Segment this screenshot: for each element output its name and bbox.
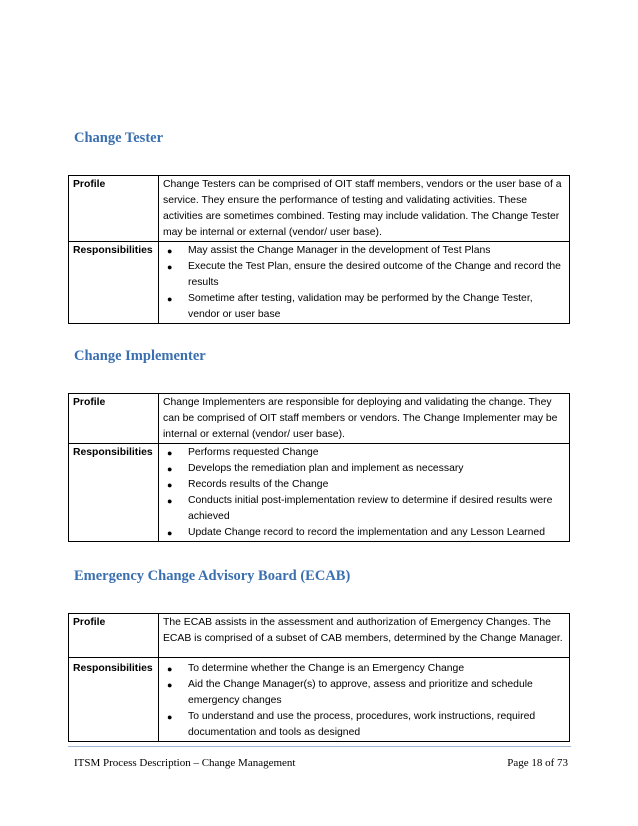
list-item: ● Execute the Test Plan, ensure the desired outcome of the Change and record the results	[167, 261, 561, 288]
bullet-icon: ●	[167, 664, 173, 674]
profile-label: Profile	[69, 176, 159, 242]
bullet-icon: ●	[167, 448, 173, 458]
bullet-icon: ●	[167, 294, 173, 304]
profile-text: Change Implementers are responsible for deploying and validating the change. They can be comprised of OIT staff members or vendors. The Change Implementer may be internal or external (vendor/ user base).	[159, 394, 570, 444]
list-item: ● To understand and use the process, procedures, work instructions, required documentation and tools as designed	[167, 711, 536, 738]
profile-row	[69, 394, 570, 444]
bullet-icon: ●	[167, 480, 173, 490]
list-item: ● Aid the Change Manager(s) to approve, assess and prioritize and schedule emergency changes	[167, 679, 533, 706]
list-item: ● Conducts initial post-implementation review to determine if desired results were achieved	[167, 495, 553, 522]
footer-divider	[68, 746, 571, 747]
list-item: ● Records results of the Change	[163, 477, 565, 493]
profile-label: Profile	[69, 614, 159, 658]
bullet-icon: ●	[167, 464, 173, 474]
footer-document-title: ITSM Process Description – Change Management	[74, 757, 296, 769]
responsibilities-cell	[159, 658, 570, 742]
bullet-icon: ●	[167, 528, 173, 538]
responsibilities-label: Responsibilities	[69, 444, 159, 542]
list-item: ● Develops the remediation plan and implement as necessary	[163, 461, 565, 477]
responsibilities-cell	[159, 444, 570, 542]
bullet-icon: ●	[167, 712, 173, 722]
role-table-change-tester	[68, 175, 570, 324]
responsibilities-cell	[159, 242, 570, 324]
role-table-change-implementer	[68, 393, 570, 542]
section-heading-change-implementer: Change Implementer	[74, 348, 206, 364]
section-heading-ecab: Emergency Change Advisory Board (ECAB)	[74, 568, 351, 584]
profile-label: Profile	[69, 394, 159, 444]
bullet-icon: ●	[167, 262, 173, 272]
profile-text: Change Testers can be comprised of OIT staff members, vendors or the user base of a service. They ensure the performance of testing and validating activities. These activities are sometimes combined. Testing may include validation. The Change Tester may be internal or external (vendor/ user base).	[159, 176, 570, 242]
responsibilities-label: Responsibilities	[69, 658, 159, 742]
responsibilities-row	[69, 444, 570, 542]
bullet-icon: ●	[167, 680, 173, 690]
section-heading-change-tester: Change Tester	[74, 130, 164, 146]
bullet-icon: ●	[167, 496, 173, 506]
profile-row	[69, 614, 570, 658]
responsibilities-row	[69, 242, 570, 324]
list-item: ● Update Change record to record the implementation and any Lesson Learned	[163, 525, 565, 541]
responsibilities-label: Responsibilities	[69, 242, 159, 324]
profile-row	[69, 176, 570, 242]
footer-page-number: Page 18 of 73	[507, 757, 568, 769]
role-table-ecab	[68, 613, 570, 742]
profile-text: The ECAB assists in the assessment and authorization of Emergency Changes. The ECAB is comprised of a subset of CAB members, determined by the Change Manager.	[159, 614, 570, 658]
list-item: ● Sometime after testing, validation may be performed by the Change Tester, vendor or user base	[167, 293, 533, 320]
list-item: ● May assist the Change Manager in the development of Test Plans	[163, 243, 565, 259]
list-item: ● Performs requested Change	[163, 445, 565, 461]
bullet-icon: ●	[167, 246, 173, 256]
list-item: ● To determine whether the Change is an Emergency Change	[163, 661, 565, 677]
responsibilities-row	[69, 658, 570, 742]
